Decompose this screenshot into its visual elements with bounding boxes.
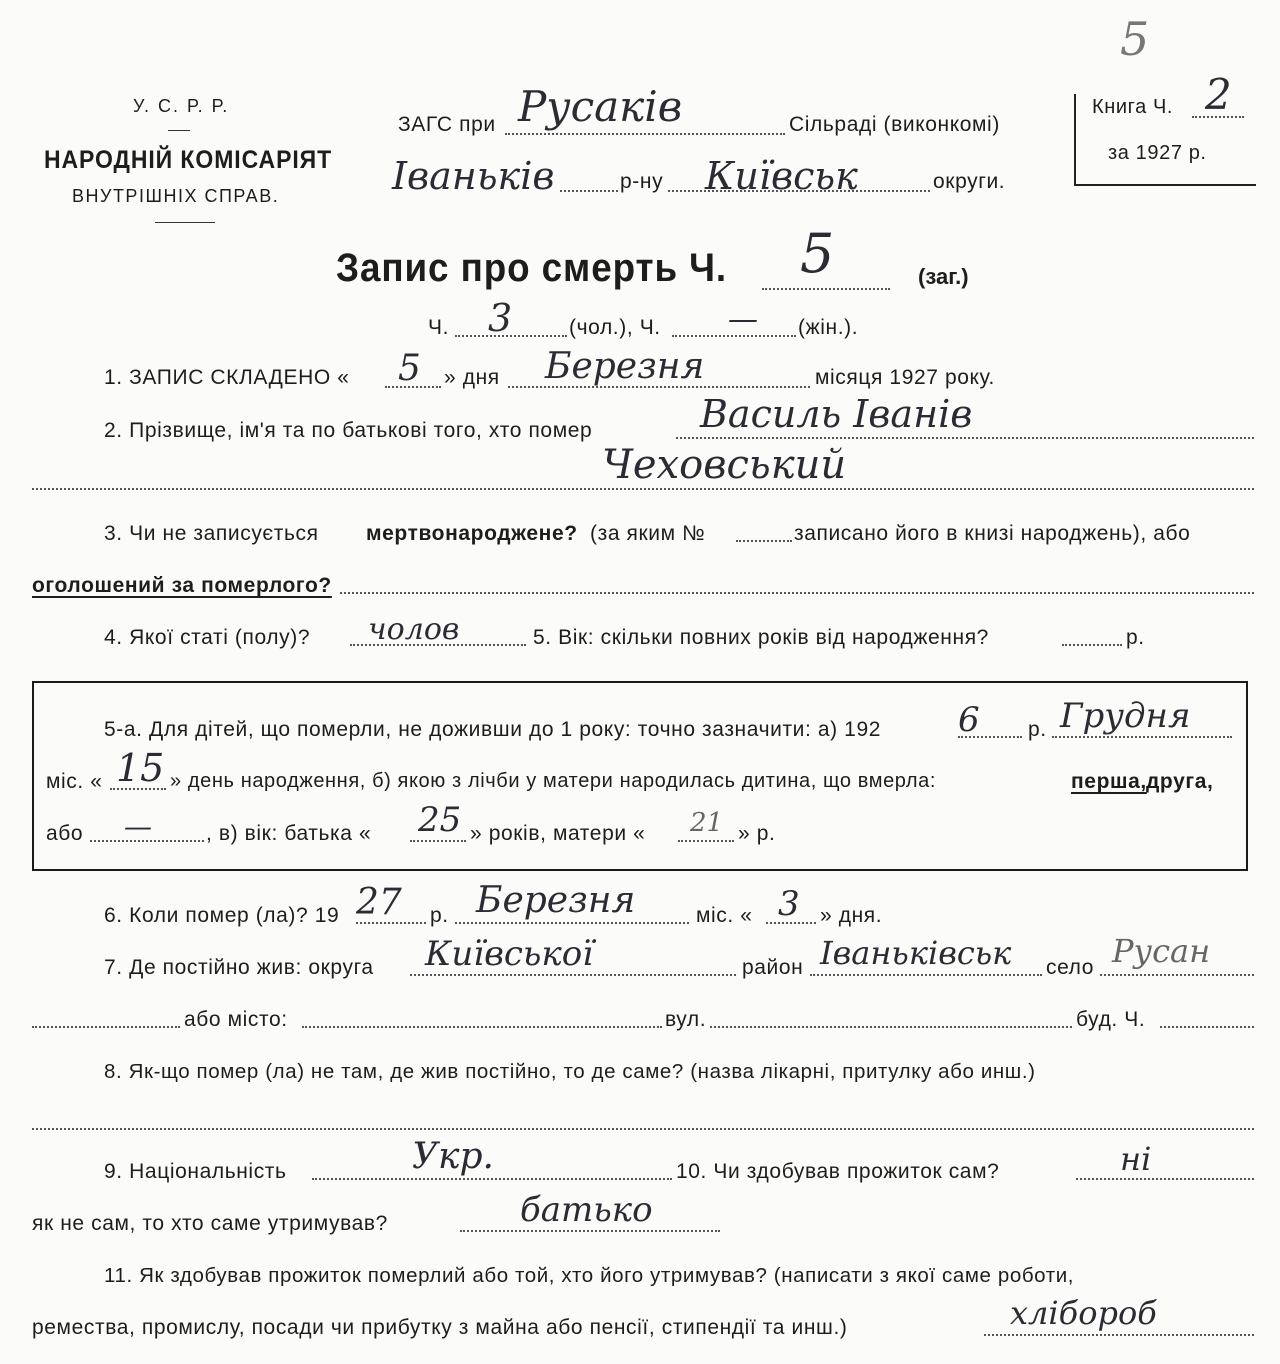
fill-line (710, 1026, 1072, 1028)
q7-okrug-handwriting: Київської (425, 934, 594, 974)
q5a-month-handwriting: Грудня (1060, 696, 1191, 736)
fill-line (455, 922, 689, 924)
fill-line (1076, 1178, 1254, 1180)
country-label: У. С. Р. Р. (133, 96, 230, 116)
fill-line (340, 592, 1254, 594)
q7-raion-handwriting: Іваньківськ (820, 934, 1012, 972)
q7-selo: село (1046, 956, 1095, 979)
q7-misto: або місто: (184, 1008, 288, 1031)
male-label: (чол.), Ч. (569, 316, 661, 339)
fill-line (1062, 644, 1122, 646)
q5a-mother-label: » років, матери « (470, 822, 646, 845)
q10-who-label: як не сам, то хто саме утримував? (32, 1212, 388, 1235)
q6-end: » дня. (820, 904, 883, 927)
q5a-father-age-handwriting: 25 (418, 800, 462, 840)
fill-line (736, 540, 792, 542)
q11-label: 11. Як здобував прожиток померлий або той, хто його утримував? (написати з якої саме роботи, (104, 1264, 1075, 1287)
q1-end: місяця 1927 року. (815, 366, 995, 389)
fill-line (32, 488, 1254, 490)
department-label: ВНУТРІШНІХ СПРАВ. (72, 186, 280, 206)
zags-prefix: ЗАГС при (398, 113, 496, 136)
q1-mid: » дня (444, 366, 500, 389)
fill-line (984, 1334, 1254, 1336)
q6-year-handwriting: 27 (356, 882, 402, 923)
q5a-mis: міс. « (46, 770, 103, 793)
q2-surname-handwriting: Чеховський (602, 442, 847, 488)
fill-line (460, 1230, 720, 1232)
fill-line (1100, 974, 1254, 976)
male-count-handwriting: 3 (488, 296, 513, 340)
q2-name-handwriting: Василь Іванів (700, 392, 973, 436)
q5a-father-label: , в) вік: батька « (206, 822, 372, 845)
q5-label: 5. Вік: скільки повних років від народження? (533, 626, 989, 649)
female-count-handwriting: — (728, 302, 758, 337)
q7-raion: район (742, 956, 804, 979)
okrug-label: округи. (933, 170, 1006, 193)
q3-stillborn: мертвонароджене? (366, 522, 578, 545)
fill-line (32, 1026, 180, 1028)
q5-end: р. (1126, 626, 1145, 649)
q5a-second: друга, (1146, 770, 1214, 793)
female-label: (жін.). (798, 316, 859, 339)
q6-mis: міс. « (696, 904, 753, 927)
q5a-day-handwriting: 15 (116, 746, 165, 790)
fill-line (560, 190, 618, 192)
district-handwriting: Іваньків (392, 154, 555, 198)
ch-label: Ч. (428, 316, 450, 339)
fill-line (1192, 116, 1244, 118)
fill-line (762, 288, 890, 290)
q3-label-c: записано його в книзі народжень), або (794, 522, 1191, 545)
q4-sex-handwriting: чолов (368, 612, 460, 647)
book-label: Книга Ч. (1092, 96, 1174, 118)
fill-line (810, 974, 1042, 976)
q8-label: 8. Як-що помер (ла) не там, де жив постійно, то де саме? (назва лікарні, притулку або инш.) (104, 1060, 1036, 1083)
q7-label: 7. Де постійно жив: округа (104, 956, 374, 979)
fill-line (505, 133, 785, 135)
q10-handwriting: ні (1120, 1140, 1152, 1178)
record-title: Запис про смерть Ч. (336, 246, 728, 290)
q2-label: 2. Прізвище, ім'я та по батькові того, хто помер (104, 419, 593, 442)
district-label: р-ну (620, 170, 664, 193)
zag-label: (заг.) (918, 264, 969, 289)
q3-label-a: 3. Чи не записується (104, 522, 319, 545)
q5a-r: р. (1028, 718, 1047, 741)
q11-label-b: ремества, промислу, посади чи прибутку з майна або пенсії, стипендії та инш.) (32, 1316, 848, 1339)
q5a-day-end: » день народження, б) якою з лічби у матери народилась дитина, що вмерла: (170, 770, 936, 792)
fill-line (676, 437, 1254, 439)
q6-label: 6. Коли помер (ла)? 19 (104, 904, 340, 927)
q7-selo-handwriting: Русан (1112, 932, 1211, 970)
corner-number: 5 (1120, 12, 1150, 66)
q5a-abo: або (46, 822, 84, 845)
q5a-mother-age-handwriting: 21 (690, 808, 724, 838)
fill-line (356, 922, 426, 924)
fill-line (302, 1026, 662, 1028)
q6-day-handwriting: 3 (778, 884, 800, 924)
q10-label: 10. Чи здобував прожиток сам? (676, 1160, 1000, 1183)
q5a-order-handwriting: — (124, 810, 152, 843)
q5a-year-handwriting: 6 (958, 700, 980, 740)
q6-r: р. (430, 904, 449, 927)
q1-month-handwriting: Березня (545, 346, 705, 387)
q1-day-handwriting: 5 (398, 348, 421, 389)
q4-label: 4. Якої статі (полу)? (104, 626, 311, 649)
fill-line (1052, 736, 1232, 738)
q7-bud: буд. Ч. (1076, 1008, 1146, 1031)
book-number-handwriting: 2 (1205, 70, 1232, 119)
q5a-first: перша, (1071, 770, 1147, 793)
fill-line (1160, 1026, 1254, 1028)
divider (155, 222, 215, 223)
okrug-handwriting: Київськ (705, 154, 858, 198)
book-year: за 1927 р. (1108, 142, 1207, 164)
council-label: Сільраді (виконкомі) (789, 113, 1000, 136)
q9-nationality-handwriting: Укр. (412, 1136, 495, 1177)
q3-label-b: (за яким № (590, 522, 706, 545)
commissariat-label: НАРОДНІЙ КОМІСАРІЯТ (44, 146, 333, 174)
fill-line (678, 840, 734, 842)
q11-handwriting: хлібороб (1010, 1294, 1157, 1332)
fill-line (312, 1178, 672, 1180)
fill-line (958, 736, 1022, 738)
q5a-label: 5-а. Для дітей, що померли, не доживши до 1 року: точно зазначити: а) 192 (104, 718, 882, 741)
q6-month-handwriting: Березня (476, 880, 636, 921)
q7-vul: вул. (665, 1008, 707, 1031)
fill-line (410, 840, 466, 842)
q3-declared-dead: оголошений за померлого? (32, 574, 332, 597)
q5a-mother-end: » р. (738, 822, 776, 845)
fill-line (410, 974, 736, 976)
q1-label: 1. ЗАПИС СКЛАДЕНО « (104, 366, 350, 389)
village-handwriting: Русаків (518, 82, 683, 131)
q9-label: 9. Національність (104, 1160, 287, 1183)
fill-line (32, 1128, 1254, 1130)
q10-who-handwriting: батько (520, 1190, 653, 1230)
record-number-handwriting: 5 (800, 222, 835, 285)
divider (168, 130, 190, 131)
